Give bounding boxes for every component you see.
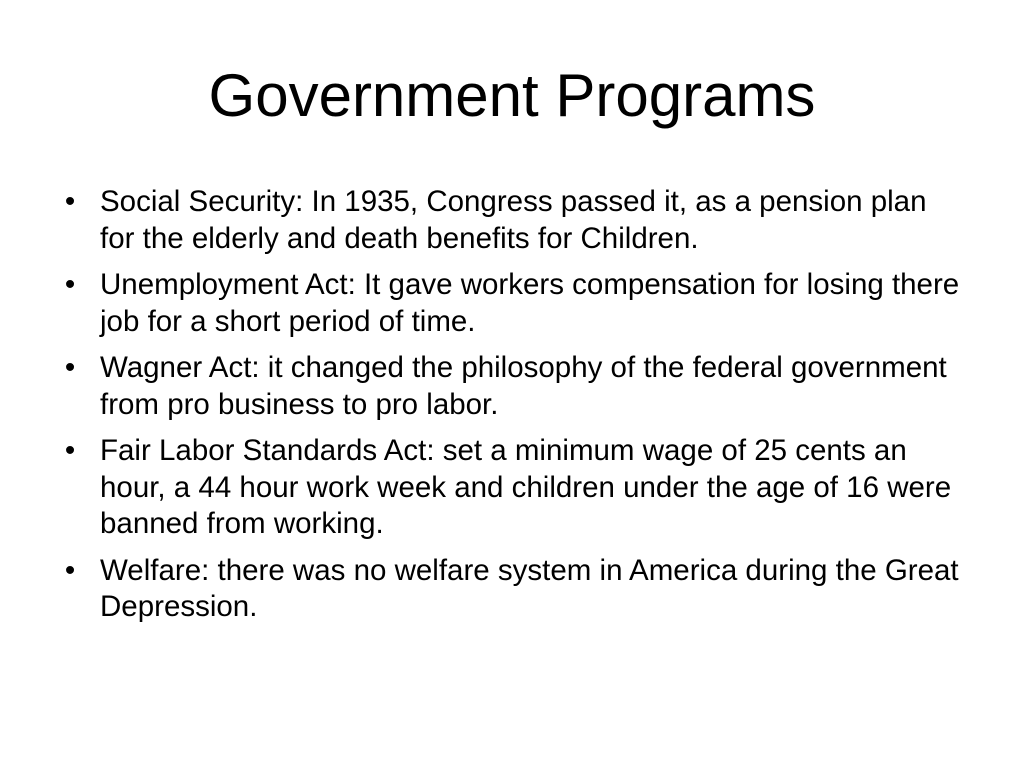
- bullet-text: Welfare: there was no welfare system in America during the Great Depression.: [100, 553, 959, 623]
- bullet-text: Social Security: In 1935, Congress passed it, as a pension plan for the elderly and death benefits for Children.: [100, 185, 927, 255]
- bullet-text: Fair Labor Standards Act: set a minimum wage of 25 cents an hour, a 44 hour work week and children under the age of 16 were banned from working.: [100, 434, 952, 540]
- bullet-item-fair-labor-standards-act: [60, 433, 960, 543]
- slide-title: Government Programs: [208, 62, 816, 129]
- bullet-icon: •: [64, 553, 76, 587]
- bullet-item-unemployment-act: [60, 267, 960, 340]
- bullet-text: Unemployment Act: It gave workers compensation for losing there job for a short period of time.: [100, 268, 960, 338]
- bullet-item-wagner-act: [60, 350, 960, 423]
- bullet-icon: •: [64, 434, 76, 467]
- bullet-icon: •: [64, 185, 76, 218]
- bullet-icon: •: [64, 268, 76, 301]
- bullet-item-welfare: [60, 553, 960, 626]
- bullet-list: [60, 184, 960, 636]
- bullet-icon: •: [64, 351, 76, 384]
- bullet-text: Wagner Act: it changed the philosophy of the federal government from pro business to pro labor.: [100, 351, 947, 421]
- bullet-item-social-security: [60, 184, 960, 257]
